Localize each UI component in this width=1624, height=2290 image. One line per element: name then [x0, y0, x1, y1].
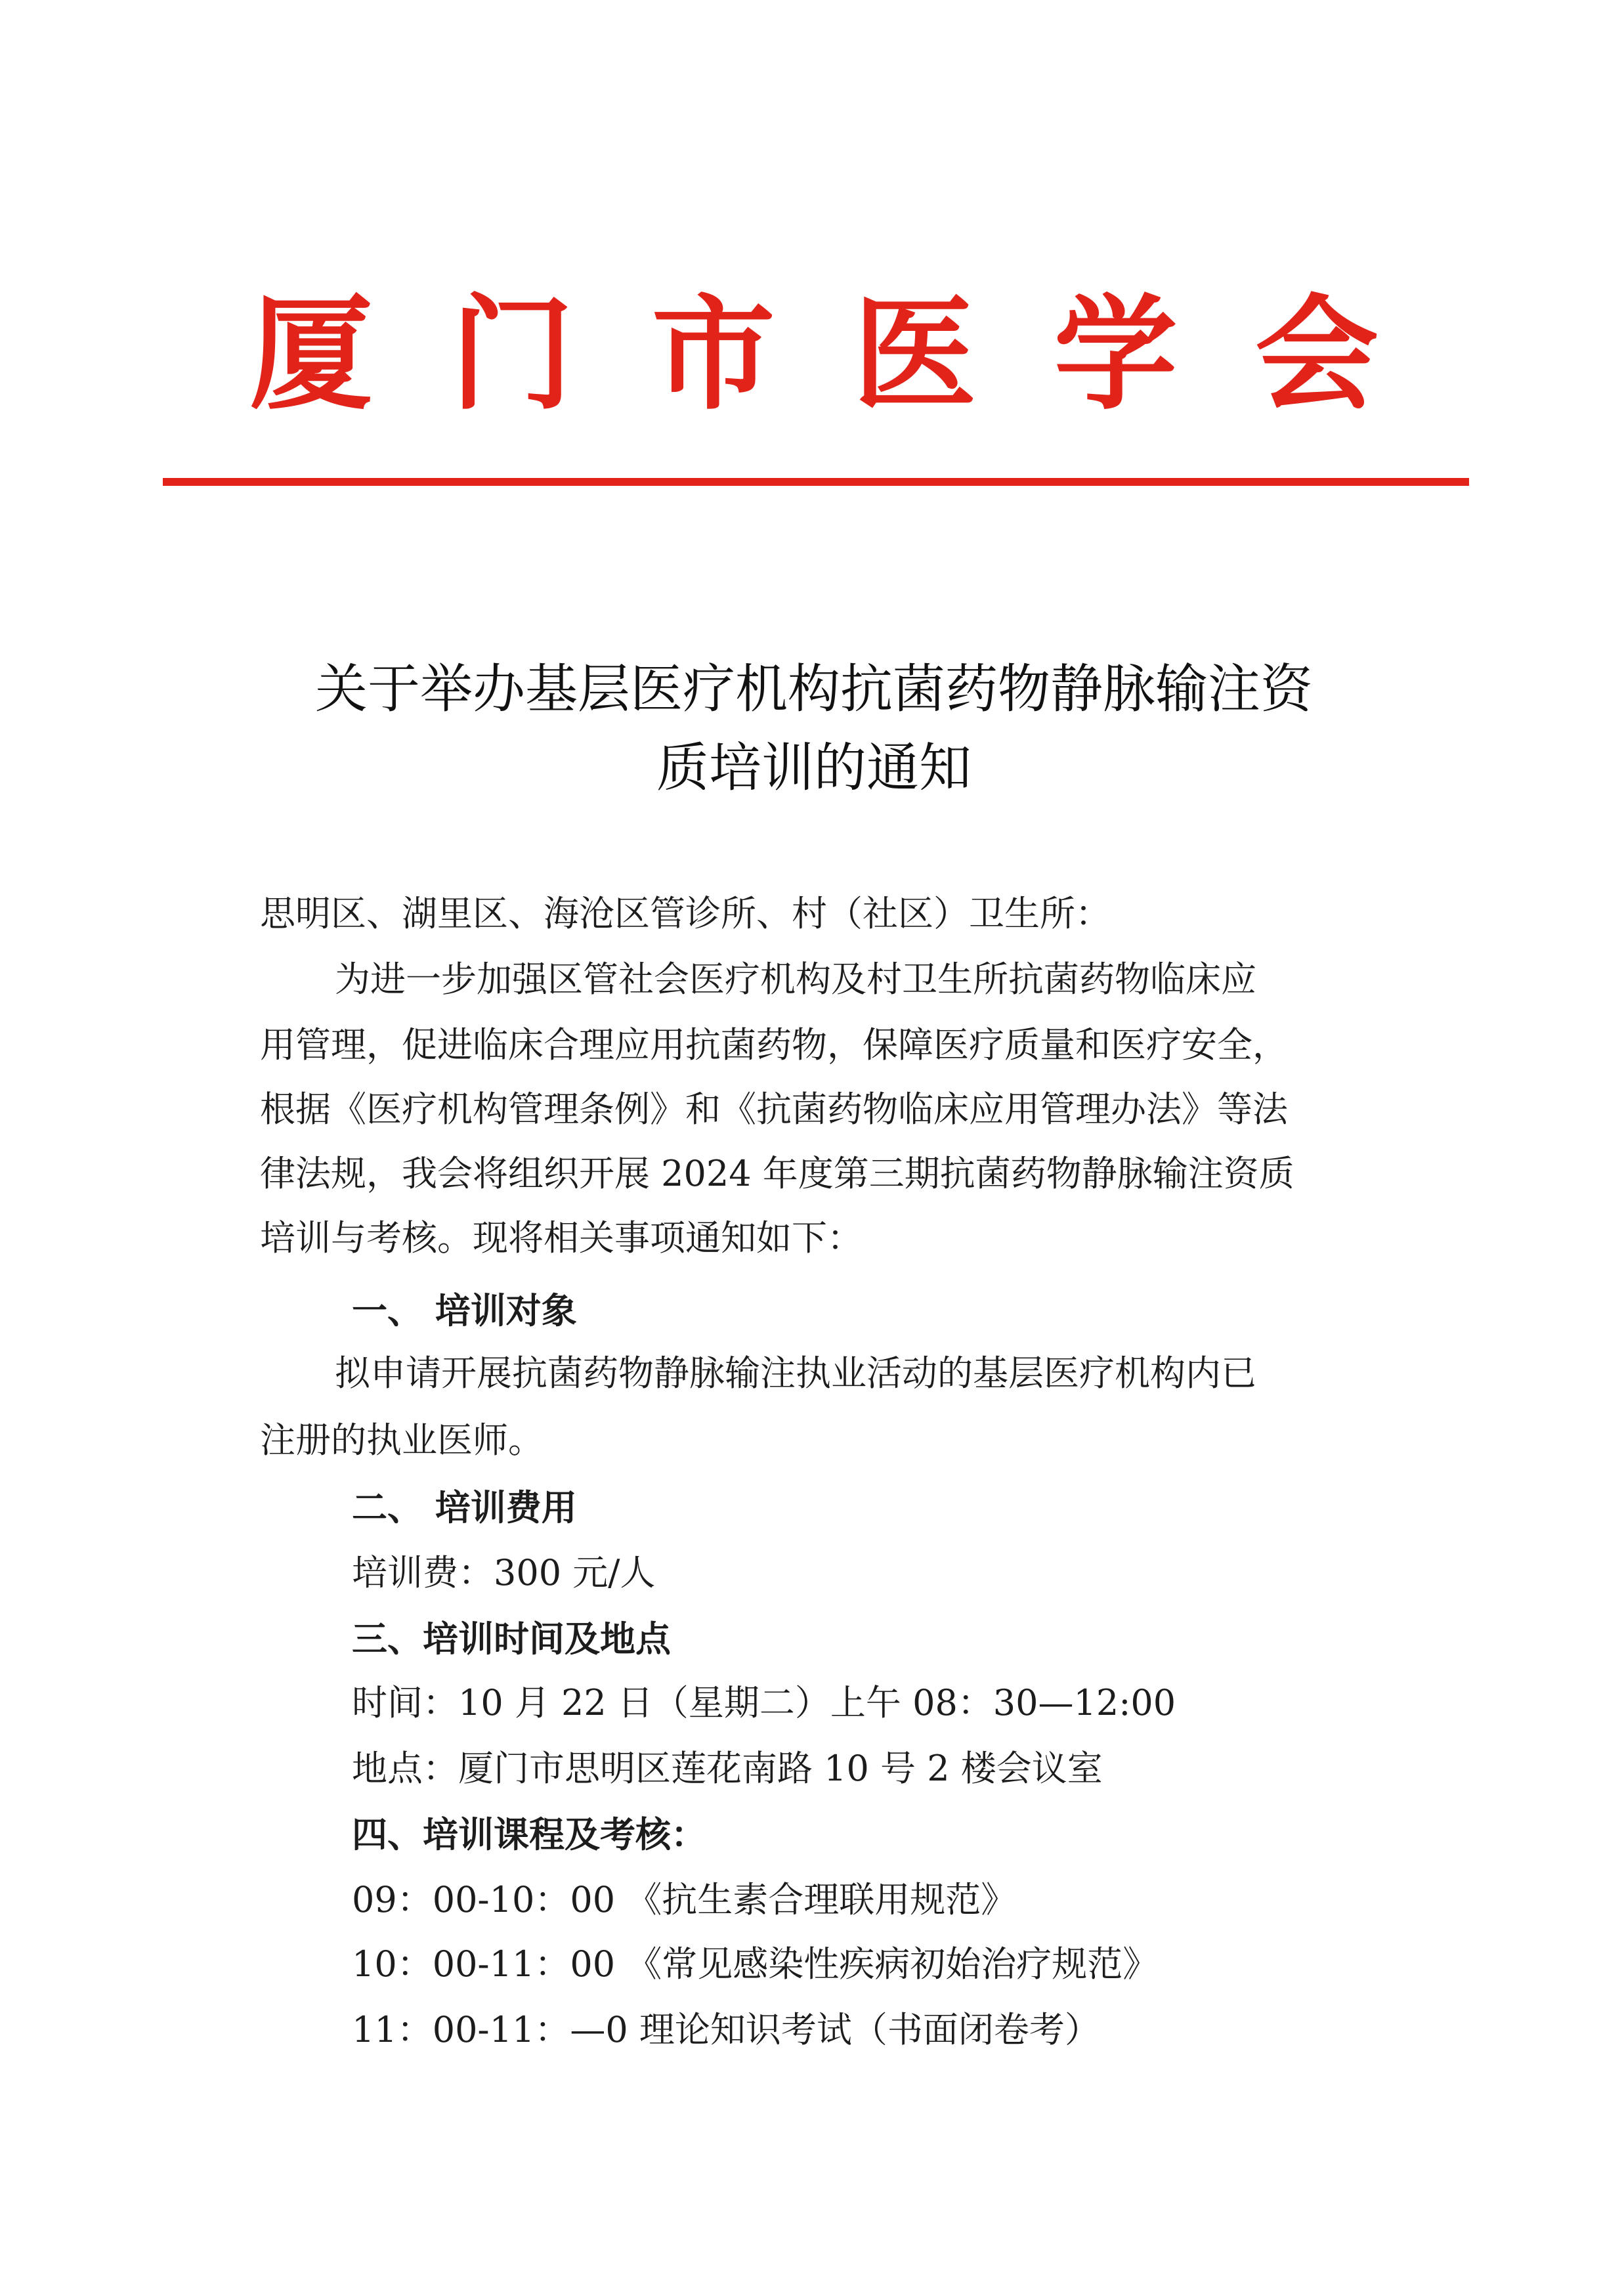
letterhead-char: 学: [1054, 282, 1178, 427]
title-line: 质培训的通知: [656, 737, 972, 798]
letterhead-divider: [163, 478, 1469, 486]
course-item: 11：00-11：—0 理论知识考试（书面闭卷考）: [352, 2009, 1100, 2050]
intro-line: 根据《医疗机构管理条例》和《抗菌药物临床应用管理办法》等法: [260, 1089, 1288, 1130]
section-body-line: 注册的执业医师。: [260, 1419, 544, 1461]
letterhead-char: 市: [651, 282, 775, 427]
letterhead-char: 医: [853, 282, 977, 427]
time-line: 时间：10 月 22 日（星期二）上午 08：30—12:00: [352, 1682, 1176, 1723]
letterhead-char: 会: [1254, 282, 1378, 427]
intro-line: 培训与考核。现将相关事项通知如下：: [260, 1217, 863, 1259]
section-heading-fees: 二、 培训费用: [352, 1486, 577, 1528]
document-title: [197, 650, 1431, 808]
course-item: 10：00-11：00 《常见感染性疾病初始治疗规范》: [352, 1943, 1159, 1985]
section-heading-courses: 四、培训课程及考核：: [352, 1813, 706, 1855]
title-line: 关于举办基层医疗机构抗菌药物静脉输注资: [315, 659, 1313, 720]
fee-line: 培训费：300 元/人: [352, 1552, 656, 1593]
intro-line: 律法规，我会将组织开展 2024 年度第三期抗菌药物静脉输注资质: [260, 1153, 1294, 1194]
letterhead-char: 门: [450, 282, 574, 427]
section-heading-targets: 一、 培训对象: [352, 1289, 577, 1331]
intro-line: 为进一步加强区管社会医疗机构及村卫生所抗菌药物临床应: [335, 959, 1256, 1000]
place-line: 地点：厦门市思明区莲花南路 10 号 2 楼会议室: [352, 1748, 1103, 1789]
section-heading-time-place: 三、培训时间及地点: [352, 1618, 671, 1660]
letterhead-char: 厦: [249, 282, 373, 427]
addressee: 思明区、湖里区、海沧区管诊所、村（社区）卫生所：: [260, 893, 1111, 934]
course-item: 09：00-10：00 《抗生素合理联用规范》: [352, 1879, 1017, 1920]
section-body-line: 拟申请开展抗菌药物静脉输注执业活动的基层医疗机构内已: [335, 1352, 1256, 1394]
letterhead-title: [249, 282, 1378, 427]
intro-line: 用管理，促进临床合理应用抗菌药物，保障医疗质量和医疗安全，: [260, 1024, 1288, 1066]
